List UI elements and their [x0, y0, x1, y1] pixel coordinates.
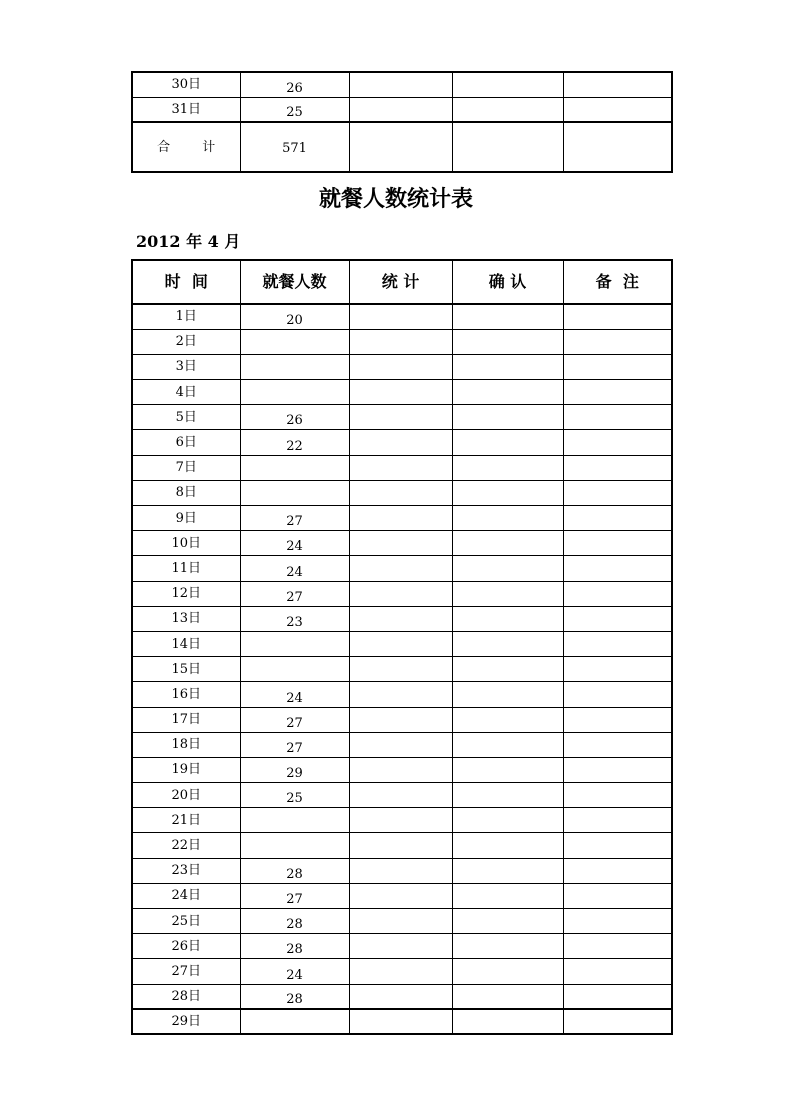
confirm-cell: [452, 531, 563, 556]
day-cell: 18日: [132, 732, 240, 757]
table-row: [132, 1009, 672, 1034]
remarks-cell: [563, 329, 672, 354]
table-row: [132, 808, 672, 833]
stats-cell: [349, 581, 452, 606]
table-row: [132, 480, 672, 505]
remarks-cell: [563, 657, 672, 682]
day-cell: 22日: [132, 833, 240, 858]
header-time: 时 间: [132, 260, 240, 304]
stats-cell: [349, 858, 452, 883]
day-cell: 29日: [132, 1009, 240, 1034]
diners-count-cell: 23: [240, 606, 349, 631]
day-cell: 2日: [132, 329, 240, 354]
diners-count-cell: [240, 833, 349, 858]
confirm-cell: [452, 934, 563, 959]
stats-cell: [349, 430, 452, 455]
stats-cell: [349, 122, 452, 172]
confirm-cell: [452, 329, 563, 354]
confirm-cell: [452, 833, 563, 858]
total-label: 合 计: [132, 122, 240, 172]
day-cell: 28日: [132, 984, 240, 1009]
confirm-cell: [452, 581, 563, 606]
table-row: [132, 531, 672, 556]
diners-count-cell: 27: [240, 883, 349, 908]
page-title: 就餐人数统计表: [318, 187, 473, 212]
stats-cell: [349, 934, 452, 959]
stats-cell: [349, 506, 452, 531]
diners-count-cell: 26: [240, 72, 349, 97]
stats-cell: [349, 380, 452, 405]
diners-count-cell: [240, 657, 349, 682]
confirm-cell: [452, 858, 563, 883]
stats-cell: [349, 97, 452, 122]
diners-count-cell: [240, 329, 349, 354]
header-confirm: 确 认: [452, 260, 563, 304]
table-row: [132, 506, 672, 531]
remarks-cell: [563, 1009, 672, 1034]
stats-cell: [349, 682, 452, 707]
stats-cell: [349, 329, 452, 354]
table-row: [132, 934, 672, 959]
remarks-cell: [563, 808, 672, 833]
stats-cell: [349, 757, 452, 782]
remarks-cell: [563, 430, 672, 455]
remarks-cell: [563, 757, 672, 782]
day-cell: 8日: [132, 480, 240, 505]
diners-count-cell: 24: [240, 682, 349, 707]
confirm-cell: [452, 808, 563, 833]
remarks-cell: [563, 959, 672, 984]
confirm-cell: [452, 783, 563, 808]
stats-cell: [349, 556, 452, 581]
confirm-cell: [452, 909, 563, 934]
day-cell: 30日: [132, 72, 240, 97]
remarks-cell: [563, 833, 672, 858]
confirm-cell: [452, 455, 563, 480]
table-row: [132, 783, 672, 808]
remarks-cell: [563, 934, 672, 959]
table-row: [132, 97, 672, 122]
stats-cell: [349, 783, 452, 808]
confirm-cell: [452, 959, 563, 984]
stats-cell: [349, 1009, 452, 1034]
confirm-cell: [452, 506, 563, 531]
stats-cell: [349, 72, 452, 97]
table-row: [132, 833, 672, 858]
diners-count-cell: 28: [240, 934, 349, 959]
previous-month-table: [131, 71, 673, 173]
table-row: [132, 304, 672, 329]
diners-count-cell: [240, 380, 349, 405]
diners-count-cell: 27: [240, 506, 349, 531]
day-cell: 20日: [132, 783, 240, 808]
confirm-cell: [452, 732, 563, 757]
diners-count-cell: 28: [240, 984, 349, 1009]
table-row: [132, 455, 672, 480]
confirm-cell: [452, 97, 563, 122]
stats-cell: [349, 984, 452, 1009]
diners-count-cell: 25: [240, 783, 349, 808]
remarks-cell: [563, 405, 672, 430]
confirm-cell: [452, 606, 563, 631]
diners-count-cell: 24: [240, 556, 349, 581]
stats-cell: [349, 909, 452, 934]
day-cell: 11日: [132, 556, 240, 581]
stats-cell: [349, 959, 452, 984]
confirm-cell: [452, 430, 563, 455]
remarks-cell: [563, 480, 672, 505]
day-cell: 13日: [132, 606, 240, 631]
table-row: [132, 732, 672, 757]
stats-cell: [349, 455, 452, 480]
stats-cell: [349, 606, 452, 631]
remarks-cell: [563, 531, 672, 556]
table-row: [132, 405, 672, 430]
confirm-cell: [452, 682, 563, 707]
day-cell: 1日: [132, 304, 240, 329]
remarks-cell: [563, 732, 672, 757]
day-cell: 6日: [132, 430, 240, 455]
confirm-cell: [452, 480, 563, 505]
day-cell: 14日: [132, 631, 240, 656]
day-cell: 17日: [132, 707, 240, 732]
diners-count-cell: 22: [240, 430, 349, 455]
table-row: [132, 606, 672, 631]
confirm-cell: [452, 304, 563, 329]
remarks-cell: [563, 72, 672, 97]
table-row: [132, 984, 672, 1009]
day-cell: 27日: [132, 959, 240, 984]
remarks-cell: [563, 506, 672, 531]
diners-count-cell: 26: [240, 405, 349, 430]
table-row: [132, 657, 672, 682]
table-row: [132, 72, 672, 97]
total-row: [132, 122, 672, 172]
diners-count-cell: 24: [240, 959, 349, 984]
confirm-cell: [452, 984, 563, 1009]
remarks-cell: [563, 380, 672, 405]
table-row: [132, 959, 672, 984]
stats-cell: [349, 732, 452, 757]
remarks-cell: [563, 606, 672, 631]
confirm-cell: [452, 354, 563, 379]
diners-count-cell: 27: [240, 707, 349, 732]
diners-count-cell: 28: [240, 909, 349, 934]
day-cell: 23日: [132, 858, 240, 883]
diners-count-cell: 25: [240, 97, 349, 122]
day-cell: 9日: [132, 506, 240, 531]
stats-cell: [349, 354, 452, 379]
confirm-cell: [452, 72, 563, 97]
day-cell: 7日: [132, 455, 240, 480]
stats-cell: [349, 657, 452, 682]
day-cell: 10日: [132, 531, 240, 556]
table-row: [132, 556, 672, 581]
day-cell: 5日: [132, 405, 240, 430]
remarks-cell: [563, 122, 672, 172]
header-stats: 统 计: [349, 260, 452, 304]
remarks-cell: [563, 97, 672, 122]
stats-cell: [349, 304, 452, 329]
diners-count-cell: [240, 354, 349, 379]
diners-count-cell: 24: [240, 531, 349, 556]
day-cell: 25日: [132, 909, 240, 934]
confirm-cell: [452, 757, 563, 782]
table-row: [132, 909, 672, 934]
confirm-cell: [452, 631, 563, 656]
remarks-cell: [563, 707, 672, 732]
day-cell: 21日: [132, 808, 240, 833]
day-cell: 3日: [132, 354, 240, 379]
stats-cell: [349, 531, 452, 556]
stats-cell: [349, 405, 452, 430]
remarks-cell: [563, 682, 672, 707]
table-row: [132, 631, 672, 656]
day-cell: 19日: [132, 757, 240, 782]
remarks-cell: [563, 783, 672, 808]
stats-cell: [349, 808, 452, 833]
stats-cell: [349, 480, 452, 505]
day-cell: 24日: [132, 883, 240, 908]
remarks-cell: [563, 556, 672, 581]
header-diners: 就餐人数: [240, 260, 349, 304]
diners-count-cell: [240, 480, 349, 505]
day-cell: 16日: [132, 682, 240, 707]
day-cell: 4日: [132, 380, 240, 405]
stats-cell: [349, 707, 452, 732]
diners-stats-table: [131, 259, 673, 1035]
table-row: [132, 682, 672, 707]
remarks-cell: [563, 354, 672, 379]
remarks-cell: [563, 581, 672, 606]
stats-cell: [349, 883, 452, 908]
table-row: [132, 883, 672, 908]
diners-count-cell: [240, 1009, 349, 1034]
day-cell: 31日: [132, 97, 240, 122]
table-row: [132, 581, 672, 606]
diners-count-cell: [240, 631, 349, 656]
table-row: [132, 329, 672, 354]
diners-count-cell: 27: [240, 581, 349, 606]
remarks-cell: [563, 858, 672, 883]
day-cell: 26日: [132, 934, 240, 959]
diners-count-cell: 20: [240, 304, 349, 329]
table-row: [132, 354, 672, 379]
diners-count-cell: 27: [240, 732, 349, 757]
table-row: [132, 430, 672, 455]
header-remarks: 备 注: [563, 260, 672, 304]
confirm-cell: [452, 1009, 563, 1034]
stats-cell: [349, 833, 452, 858]
remarks-cell: [563, 984, 672, 1009]
confirm-cell: [452, 405, 563, 430]
table-row: [132, 380, 672, 405]
stats-cell: [349, 631, 452, 656]
confirm-cell: [452, 122, 563, 172]
remarks-cell: [563, 304, 672, 329]
remarks-cell: [563, 909, 672, 934]
diners-count-cell: 28: [240, 858, 349, 883]
total-count: 571: [240, 122, 349, 172]
day-cell: 12日: [132, 581, 240, 606]
remarks-cell: [563, 455, 672, 480]
confirm-cell: [452, 883, 563, 908]
month-label: 2012 年 4 月: [136, 232, 241, 251]
remarks-cell: [563, 883, 672, 908]
remarks-cell: [563, 631, 672, 656]
table-row: [132, 858, 672, 883]
confirm-cell: [452, 380, 563, 405]
table-row: [132, 707, 672, 732]
confirm-cell: [452, 556, 563, 581]
diners-count-cell: [240, 455, 349, 480]
table-header-row: [132, 260, 672, 304]
diners-count-cell: 29: [240, 757, 349, 782]
confirm-cell: [452, 707, 563, 732]
day-cell: 15日: [132, 657, 240, 682]
diners-count-cell: [240, 808, 349, 833]
table-row: [132, 757, 672, 782]
confirm-cell: [452, 657, 563, 682]
